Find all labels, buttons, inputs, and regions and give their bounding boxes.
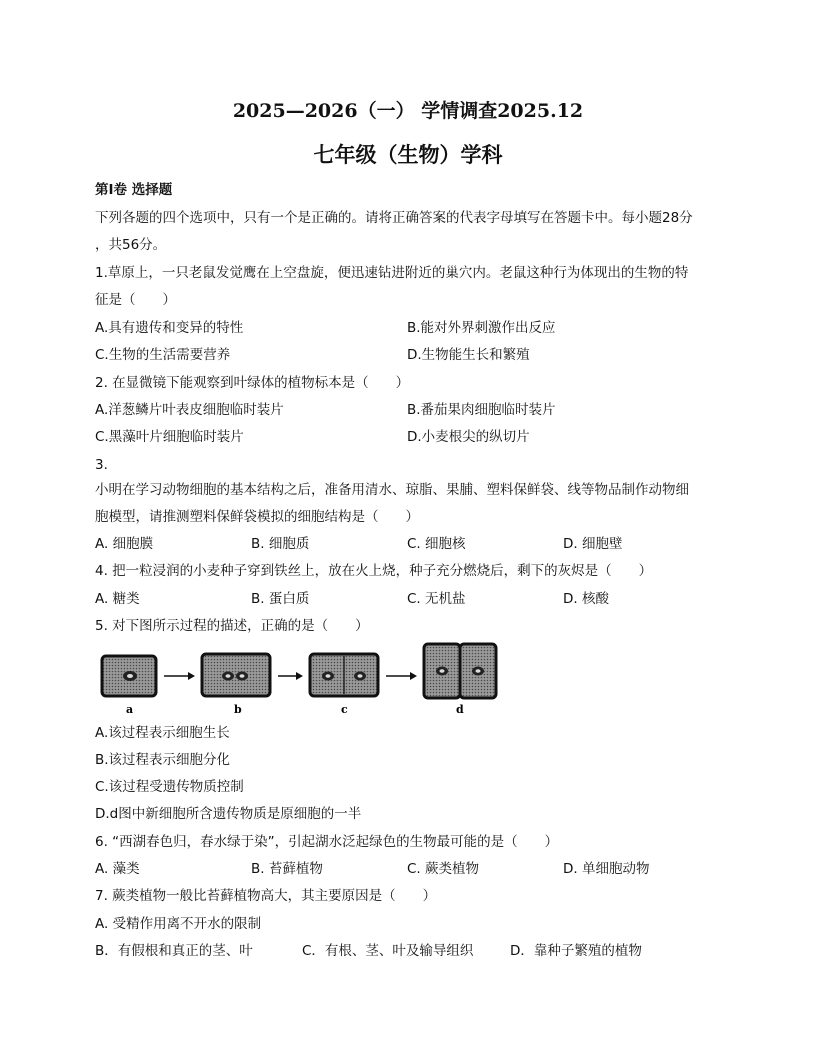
- arrow-c-d: [386, 672, 417, 680]
- q4-option-d: D. 核酸: [563, 591, 609, 607]
- arrow-b-c: [278, 672, 303, 680]
- exam-title: 2025—2026（一） 学情调查2025.12: [232, 100, 584, 122]
- q4-stem: 4. 把一粒浸润的小麦种子穿到铁丝上，放在火上烧，种子充分燃烧后，剩下的灰烬是（ ）: [95, 563, 653, 579]
- cell-d: [424, 644, 496, 698]
- q3-stem-line-2: 胞模型，请推测塑料保鲜袋模拟的细胞结构是（ ）: [95, 509, 419, 525]
- q5-option-a: A.该过程表示细胞生长: [95, 725, 230, 741]
- q1-stem-line-2: 征是（ ）: [95, 292, 176, 308]
- section-heading: 第Ⅰ卷 选择题: [95, 182, 173, 198]
- label-b: b: [234, 703, 242, 716]
- q5-option-c: C.该过程受遗传物质控制: [95, 779, 244, 795]
- q3-option-c: C. 细胞核: [407, 536, 466, 552]
- q5-option-d: D.d图中新细胞所含遗传物质是原细胞的一半: [95, 806, 362, 822]
- q3-option-b: B. 细胞质: [251, 536, 310, 552]
- q5-stem: 5. 对下图所示过程的描述，正确的是（ ）: [95, 618, 369, 634]
- q1-option-a: A.具有遗传和变异的特性: [95, 320, 244, 336]
- q7-option-c: C．有根、茎、叶及输导组织: [302, 943, 474, 959]
- q1-option-b: B.能对外界刺激作出反应: [407, 320, 556, 336]
- q3-stem-line-1: 小明在学习动物细胞的基本结构之后，准备用清水、琼脂、果脯、塑料保鲜袋、线等物品制作动物细: [95, 482, 689, 498]
- q6-option-b: B. 苔藓植物: [251, 861, 323, 877]
- q5-option-b: B.该过程表示细胞分化: [95, 752, 231, 768]
- q3-number: 3.: [95, 457, 108, 473]
- q2-option-d: D.小麦根尖的纵切片: [407, 429, 530, 445]
- cell-a: [102, 656, 156, 696]
- q3-option-a: A. 细胞膜: [95, 536, 154, 552]
- q6-option-c: C. 蕨类植物: [407, 861, 480, 877]
- instructions-line-2: ，共56分。: [95, 237, 167, 253]
- label-c: c: [341, 703, 348, 716]
- q6-option-a: A. 藻类: [95, 861, 140, 877]
- q6-stem: 6. “西湖春色归，春水绿于染”，引起湖水泛起绿色的生物最可能的是（ ）: [95, 834, 559, 850]
- label-d: d: [456, 703, 464, 716]
- q6-option-d: D. 单细胞动物: [563, 861, 650, 877]
- q3-option-d: D. 细胞壁: [563, 536, 623, 552]
- label-a: a: [126, 703, 134, 716]
- q7-option-d: D．靠种子繁殖的植物: [510, 943, 642, 959]
- q1-stem-line-1: 1.草原上，一只老鼠发觉鹰在上空盘旋，便迅速钻进附近的巢穴内。老鼠这种行为体现出的生物的特: [95, 265, 689, 281]
- q7-option-a: A. 受精作用离不开水的限制: [95, 916, 262, 932]
- exam-subtitle: 七年级（生物）学科: [313, 142, 503, 167]
- q4-option-b: B. 蛋白质: [251, 591, 310, 607]
- q1-option-d: D.生物能生长和繁殖: [407, 347, 530, 363]
- cell-division-figure: [96, 640, 506, 718]
- instructions-line-1: 下列各题的四个选项中，只有一个是正确的。请将正确答案的代表字母填写在答题卡中。每小题28分: [95, 210, 693, 226]
- q2-stem: 2. 在显微镜下能观察到叶绿体的植物标本是（ ）: [95, 375, 410, 391]
- q2-option-a: A.洋葱鳞片叶表皮细胞临时装片: [95, 402, 284, 418]
- cell-c: [310, 654, 378, 696]
- arrow-a-b: [164, 672, 195, 680]
- q1-option-c: C.生物的生活需要营养: [95, 347, 231, 363]
- q7-option-b: B．有假根和真正的茎、叶: [95, 943, 253, 959]
- q4-option-a: A. 糖类: [95, 591, 140, 607]
- q4-option-c: C. 无机盐: [407, 591, 466, 607]
- q7-stem: 7. 蕨类植物一般比苔藓植物高大，其主要原因是（ ）: [95, 888, 437, 904]
- q2-option-c: C.黑藻叶片细胞临时装片: [95, 429, 244, 445]
- q2-option-b: B.番茄果肉细胞临时装片: [407, 402, 556, 418]
- cell-b: [202, 654, 270, 696]
